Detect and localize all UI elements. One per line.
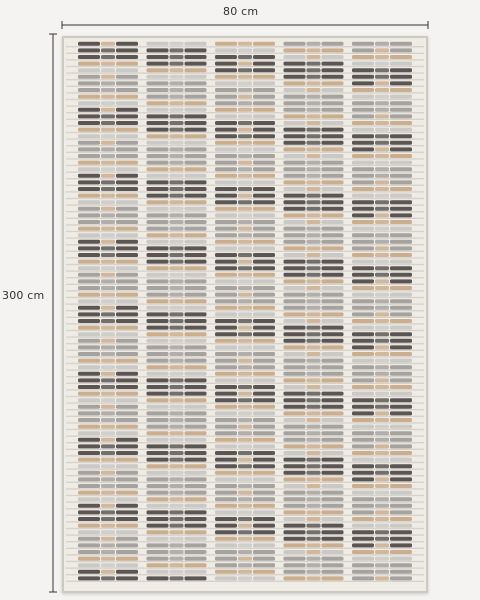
rug-image bbox=[62, 36, 428, 593]
height-dimension-label: 300 cm bbox=[2, 289, 45, 302]
width-dimension-label: 80 cm bbox=[223, 5, 259, 18]
rug-pattern bbox=[62, 36, 428, 593]
